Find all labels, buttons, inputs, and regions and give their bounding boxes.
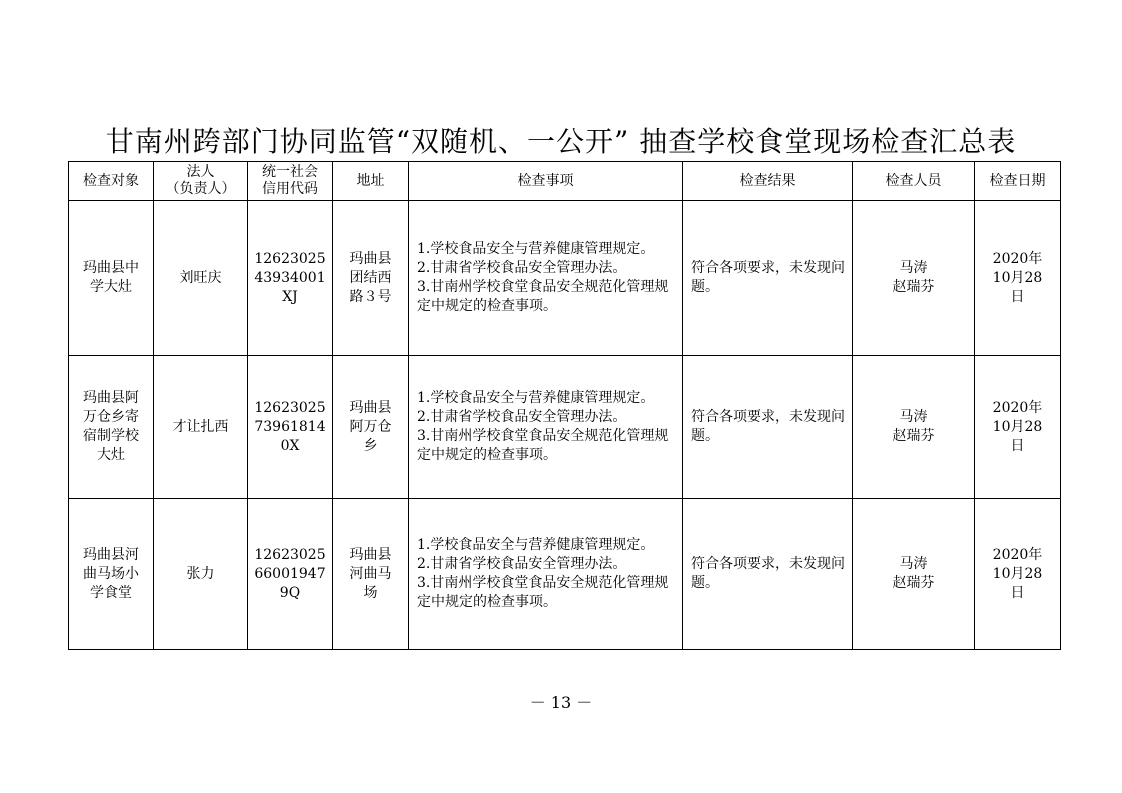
- table-row: [69, 499, 1061, 650]
- list-item: 2.甘肃省学校食品安全管理办法。: [417, 556, 627, 572]
- list-item: 3.甘南州学校食堂食品安全规范化管理规定中规定的检查事项。: [417, 279, 669, 314]
- cell-date: 2020年10月28日: [975, 356, 1061, 499]
- list-item: 1.学校食品安全与营养健康管理规定。: [417, 241, 655, 257]
- header-items: 检查事项: [409, 162, 683, 201]
- cell-result: 符合各项要求，未发现问题。: [683, 356, 853, 499]
- header-result: 检查结果: [683, 162, 853, 201]
- table-row: [69, 356, 1061, 499]
- cell-address: 玛曲县团结西路３号: [333, 201, 409, 356]
- header-credit-code: 统一社会 信用代码: [248, 162, 333, 201]
- list-item: 2.甘肃省学校食品安全管理办法。: [417, 260, 627, 276]
- cell-legal-person: 刘旺庆: [154, 201, 248, 356]
- cell-date: 2020年10月28日: [975, 201, 1061, 356]
- header-inspectors: 检查人员: [853, 162, 975, 201]
- page-number: － 13 －: [529, 693, 593, 712]
- header-date: 检查日期: [975, 162, 1061, 201]
- cell-credit-code: 12623025 43934001 XJ: [248, 201, 333, 356]
- list-item: 2.甘肃省学校食品安全管理办法。: [417, 409, 627, 425]
- inspection-summary-table: [68, 161, 1061, 650]
- cell-result: 符合各项要求，未发现问题。: [683, 201, 853, 356]
- cell-items: [409, 356, 683, 499]
- table-header-row: [69, 162, 1061, 201]
- list-item: 1.学校食品安全与营养健康管理规定。: [417, 390, 655, 406]
- page-title: 甘南州跨部门协同监管“双随机、一公开” 抽查学校食堂现场检查汇总表: [105, 125, 1017, 158]
- cell-credit-code: 12623025 73961814 0X: [248, 356, 333, 499]
- cell-items: [409, 201, 683, 356]
- cell-result: 符合各项要求，未发现问题。: [683, 499, 853, 650]
- list-item: 3.甘南州学校食堂食品安全规范化管理规定中规定的检查事项。: [417, 428, 669, 463]
- cell-address: 玛曲县阿万仓乡: [333, 356, 409, 499]
- cell-target: 玛曲县阿万仓乡寄宿制学校大灶: [69, 356, 154, 499]
- cell-date: 2020年10月28日: [975, 499, 1061, 650]
- list-item: 1.学校食品安全与营养健康管理规定。: [417, 537, 655, 553]
- cell-target: 玛曲县河曲马场小学食堂: [69, 499, 154, 650]
- cell-inspectors: 马涛 赵瑞芬: [853, 499, 975, 650]
- cell-credit-code: 12623025 66001947 9Q: [248, 499, 333, 650]
- cell-target: 玛曲县中学大灶: [69, 201, 154, 356]
- cell-legal-person: 才让扎西: [154, 356, 248, 499]
- header-address: 地址: [333, 162, 409, 201]
- header-target: 检查对象: [69, 162, 154, 201]
- list-item: 3.甘南州学校食堂食品安全规范化管理规定中规定的检查事项。: [417, 575, 669, 610]
- header-legal-person: 法人 （负责人）: [154, 162, 248, 201]
- cell-inspectors: 马涛 赵瑞芬: [853, 201, 975, 356]
- cell-legal-person: 张力: [154, 499, 248, 650]
- cell-address: 玛曲县河曲马场: [333, 499, 409, 650]
- cell-inspectors: 马涛 赵瑞芬: [853, 356, 975, 499]
- cell-items: [409, 499, 683, 650]
- table-row: [69, 201, 1061, 356]
